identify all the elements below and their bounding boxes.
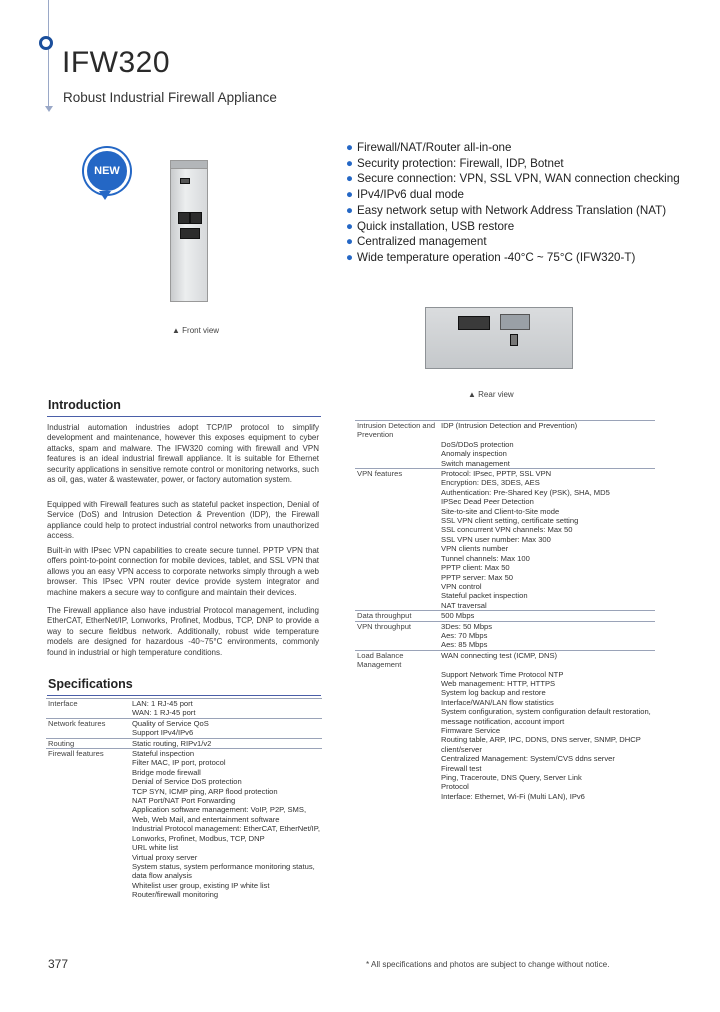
ground-screw-icon	[510, 334, 518, 346]
spec-value: Site-to-site and Client-to-Site mode	[441, 506, 560, 516]
intro-paragraph: Industrial automation industries adopt TCP/IP protocol to simplify development and maintenance, however this exposes equipment to cyber attacks, spam and malware. The IFW320 coming with firewall and VPN features is an ideal industrial firewall appliance. It is suitable for Ethernet security applications in sensitive remote control or monitoring networks, such as oil, gas, water & wastewater, power, or factory automation system.	[47, 423, 319, 485]
spec-value: System status, system performance monitoring status, data flow analysis	[132, 861, 315, 881]
spec-row	[46, 862, 322, 881]
header-line	[48, 0, 49, 108]
spec-value: Aes: 70 Mbps	[441, 630, 488, 640]
new-badge-tail	[99, 191, 111, 200]
spec-value: IPSec Dead Peer Detection	[441, 497, 534, 507]
spec-row	[355, 754, 655, 763]
feature-item: ● Centralized management	[346, 235, 487, 249]
spec-row	[46, 768, 322, 777]
spec-value: SSL concurrent VPN channels: Max 50	[441, 525, 573, 535]
spec-row	[355, 640, 655, 650]
product-title: IFW320	[62, 46, 171, 79]
spec-value: Stateful inspection	[130, 749, 322, 759]
spec-value: URL white list	[132, 843, 179, 853]
spec-value: Authentication: Pre-Shared Key (PSK), SHA, MD5	[441, 487, 610, 497]
spec-row	[355, 507, 655, 516]
spec-row	[355, 563, 655, 572]
spec-row	[355, 707, 655, 726]
feature-item: ● Easy network setup with Network Address Translation (NAT)	[346, 203, 667, 217]
feature-item: ● Secure connection: VPN, SSL VPN, WAN connection checking	[346, 172, 680, 186]
spec-row	[355, 773, 655, 782]
bullet-icon: ●	[346, 250, 354, 264]
spec-value: PPTP server: Max 50	[441, 572, 514, 582]
feature-item: ● Firewall/NAT/Router all-in-one	[346, 141, 512, 154]
spec-row	[355, 611, 655, 621]
spec-value: Web management: HTTP, HTTPS	[441, 678, 556, 688]
spec-row	[355, 449, 655, 458]
spec-row	[355, 621, 655, 631]
spec-value: Virtual proxy server	[132, 852, 198, 862]
spec-value: System log backup and restore	[441, 688, 546, 698]
spec-value: Anomaly inspection	[441, 449, 507, 459]
spec-value: Router/firewall monitoring	[132, 890, 219, 900]
product-subtitle: Robust Industrial Firewall Appliance	[63, 90, 277, 105]
spec-value: 3Des: 50 Mbps	[439, 621, 655, 631]
header-line-arrow	[45, 106, 53, 112]
bullet-icon: ●	[346, 188, 354, 202]
spec-value: Ping, Traceroute, DNS Query, Server Link	[441, 773, 582, 783]
spec-value: Denial of Service DoS protection	[132, 777, 242, 787]
spec-row	[46, 738, 322, 748]
spec-value: 500 Mbps	[439, 611, 655, 621]
spec-table-left	[46, 698, 322, 900]
spec-value: IDP (Intrusion Detection and Prevention)	[439, 421, 655, 440]
spec-row	[355, 650, 655, 669]
spec-row	[46, 881, 322, 890]
lan-port-icon	[178, 212, 190, 224]
wan-port-icon	[190, 212, 202, 224]
spec-row	[46, 749, 322, 759]
spec-row	[355, 440, 655, 449]
spec-value: Protocol: IPsec, PPTP, SSL VPN	[439, 469, 655, 479]
spec-key: Routing	[46, 738, 130, 748]
spec-value: LAN: 1 RJ-45 port	[130, 699, 322, 709]
intro-paragraph: Equipped with Firewall features such as stateful packet inspection, Denial of Service (DoS) and Intrusion Detection & Prevention (IDP), the Firewall appliance could help to protect industrial control networks from unauthorized access.	[47, 500, 319, 541]
spec-row	[355, 698, 655, 707]
led-icon	[180, 178, 190, 184]
spec-row	[355, 601, 655, 611]
spec-row	[355, 582, 655, 591]
spec-key: Data throughput	[355, 611, 439, 621]
spec-value: Interface: Ethernet, Wi-Fi (Multi LAN), IPv6	[441, 791, 585, 801]
bullet-icon: ●	[346, 219, 354, 233]
spec-row	[46, 708, 322, 718]
feature-item: ● Wide temperature operation -40°C ~ 75°C (IFW320-T)	[346, 250, 636, 264]
spec-value: VPN clients number	[441, 544, 509, 554]
spec-row	[46, 777, 322, 786]
spec-value: Stateful packet inspection	[441, 591, 528, 601]
new-badge	[84, 148, 130, 194]
bullet-icon: ●	[346, 203, 354, 217]
footnote: * All specifications and photos are subject to change without notice.	[366, 960, 610, 969]
spec-value: Bridge mode firewall	[132, 767, 201, 777]
spec-row	[46, 718, 322, 728]
usb-port-icon	[180, 228, 200, 239]
spec-row	[355, 735, 655, 754]
spec-value: Aes: 85 Mbps	[441, 640, 488, 650]
spec-key: VPN features	[355, 469, 439, 479]
spec-row	[46, 787, 322, 796]
spec-value: TCP SYN, ICMP ping, ARP flood protection	[132, 786, 278, 796]
spec-row	[355, 670, 655, 679]
spec-row	[355, 478, 655, 487]
introduction-rule	[47, 416, 321, 417]
spec-key: Load Balance Management	[355, 650, 439, 669]
spec-value: Switch management	[441, 458, 510, 468]
intro-paragraph: Built-in with IPsec VPN capabilities to create secure tunnel. PPTP VPN that offers point-to-point connection for mobile devices, tablet, and SSL VPN that allows you an easy VPN access to corporate networks simply through a web browser. This IPsec VPN router device provide system integrator and machine makers a secure way to configure and maintain their devices.	[47, 546, 319, 597]
spec-row	[355, 782, 655, 791]
spec-value: Support IPv4/IPv6	[132, 728, 194, 738]
spec-value: WAN connecting test (ICMP, DNS)	[439, 650, 655, 669]
spec-value: Encryption: DES, 3DES, AES	[441, 478, 540, 488]
spec-value: VPN control	[441, 581, 482, 591]
spec-value: DoS/DDoS protection	[441, 439, 514, 449]
spec-row	[355, 516, 655, 525]
spec-value: Centralized Management: System/CVS ddns server	[441, 754, 615, 764]
spec-row	[46, 824, 322, 843]
spec-row	[355, 688, 655, 697]
spec-row	[355, 488, 655, 497]
feature-list	[346, 140, 680, 266]
spec-value: System configuration, system configuration default restoration, message notification, account import	[441, 707, 651, 726]
front-view-caption: ▲ Front view	[172, 326, 220, 335]
spec-row	[46, 843, 322, 852]
spec-value: NAT Port/NAT Port Forwarding	[132, 796, 236, 806]
spec-value: Firewall test	[441, 763, 482, 773]
spec-key: Firewall features	[46, 749, 130, 759]
serial-port-icon	[500, 314, 530, 330]
spec-row	[46, 853, 322, 862]
spec-key: Intrusion Detection and Prevention	[355, 421, 439, 440]
specifications-heading: Specifications	[48, 677, 133, 691]
spec-value: Industrial Protocol management: EtherCAT, EtherNet/IP, Lonworks, Profinet, Modbus, TCP, DNP	[132, 824, 320, 843]
spec-key: VPN throughput	[355, 621, 439, 631]
spec-row	[355, 469, 655, 479]
feature-item: ● IPv4/IPv6 dual mode	[346, 188, 464, 202]
spec-value: SSL VPN user number: Max 300	[441, 534, 551, 544]
spec-key: Interface	[46, 699, 130, 709]
spec-value: Interface/WAN/LAN flow statistics	[441, 697, 554, 707]
spec-row	[46, 805, 322, 824]
spec-value: Protocol	[441, 782, 469, 792]
spec-row	[355, 535, 655, 544]
spec-row	[355, 497, 655, 506]
bullet-icon: ●	[346, 141, 354, 154]
spec-value: SSL VPN client setting, certificate setting	[441, 516, 579, 526]
spec-row	[355, 554, 655, 563]
spec-row	[355, 764, 655, 773]
header-ring-icon	[39, 36, 53, 50]
introduction-heading: Introduction	[48, 398, 121, 412]
power-terminal-icon	[458, 316, 490, 330]
spec-row	[46, 699, 322, 709]
spec-value: Support Network Time Protocol NTP	[441, 669, 564, 679]
spec-table-right	[355, 420, 655, 801]
bullet-icon: ●	[346, 172, 354, 186]
spec-value: Routing table, ARP, IPC, DDNS, DNS server, SNMP, DHCP client/server	[441, 735, 641, 754]
spec-row	[46, 728, 322, 738]
spec-row	[355, 573, 655, 582]
intro-paragraph: The Firewall appliance also have industrial Protocol management, including EtherCAT, EtherNet/IP, Lonworks, Profinet, Modbus, TCP, DNP to provide a way to secure fieldbus network. Additionally, robust wide temperature models are designed for hazardous -40~75°C environments, commonly found in industrial or high temperature conditions.	[47, 606, 319, 657]
spec-row	[355, 792, 655, 801]
spec-row	[355, 525, 655, 534]
spec-row	[355, 421, 655, 440]
spec-row	[355, 459, 655, 469]
spec-value: NAT traversal	[441, 600, 487, 610]
bullet-icon: ●	[346, 156, 354, 170]
spec-row	[355, 631, 655, 640]
bullet-icon: ●	[346, 235, 354, 249]
device-rear-image	[425, 307, 573, 369]
rear-view-caption: ▲ Rear view	[468, 390, 514, 399]
spec-key: Network features	[46, 718, 130, 728]
spec-value: Tunnel channels: Max 100	[441, 553, 530, 563]
spec-row	[46, 796, 322, 805]
spec-value: Whitelist user group, existing IP white list	[132, 880, 270, 890]
spec-row	[355, 726, 655, 735]
spec-row	[355, 679, 655, 688]
specifications-rule	[47, 695, 321, 696]
spec-value: PPTP client: Max 50	[441, 563, 510, 573]
spec-value: Application software management: VoIP, P2P, SMS, Web, Web Mail, and entertainment software	[132, 805, 307, 824]
spec-value: Firmware Service	[441, 726, 501, 735]
spec-value: Quality of Service QoS	[130, 718, 322, 728]
spec-row	[355, 544, 655, 553]
spec-row	[355, 591, 655, 600]
spec-value: Static routing, RIPv1/v2	[130, 738, 322, 748]
new-badge-label: NEW	[94, 165, 120, 177]
spec-value: Filter MAC, IP port, protocol	[132, 758, 226, 768]
spec-row	[46, 758, 322, 767]
page-number: 377	[48, 957, 69, 971]
feature-item: ● Quick installation, USB restore	[346, 219, 515, 233]
feature-item: ● Security protection: Firewall, IDP, Botnet	[346, 156, 564, 170]
spec-row	[46, 890, 322, 899]
spec-value: WAN: 1 RJ-45 port	[132, 708, 196, 718]
